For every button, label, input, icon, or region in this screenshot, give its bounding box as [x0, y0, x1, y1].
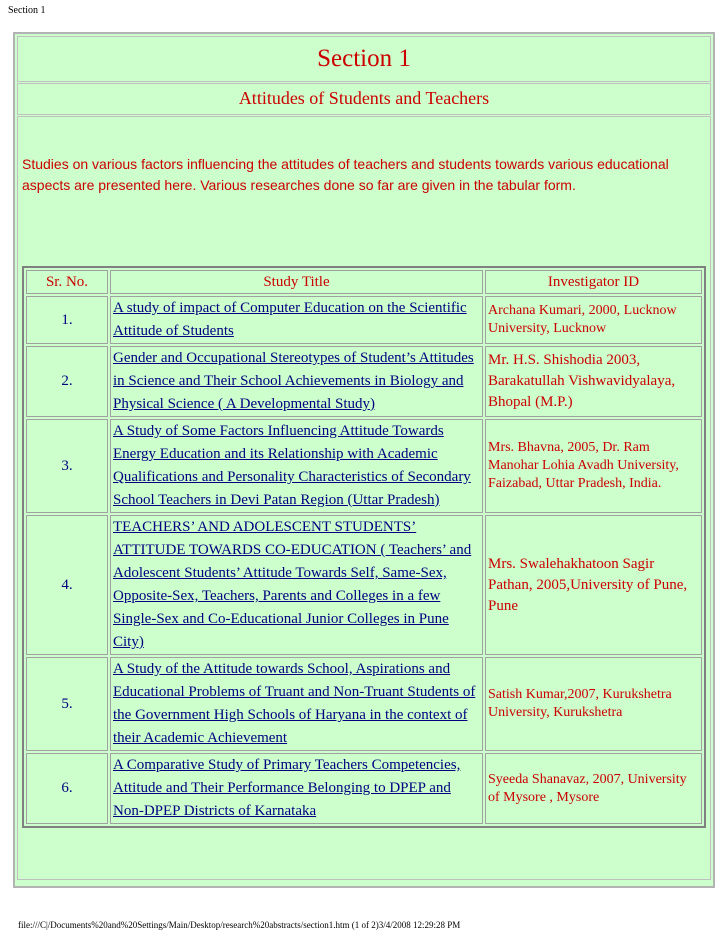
- investigator-cell: Syeeda Shanavaz, 2007, University of Mysore , Mysore: [485, 753, 702, 824]
- page-title: Section 1: [17, 36, 711, 82]
- investigator-cell: Satish Kumar,2007, Kurukshetra University, Kurukshetra: [485, 657, 702, 751]
- study-title-cell: [110, 753, 483, 824]
- table-row: [26, 346, 702, 417]
- content-cell: [17, 116, 711, 880]
- row-number: 4.: [26, 515, 108, 655]
- investigator-cell: Mr. H.S. Shishodia 2003, Barakatullah Vishwavidyalaya, Bhopal (M.P.): [485, 346, 702, 417]
- study-title-link[interactable]: A Study of the Attitude towards School, Aspirations and Educational Problems of Truant and Non-Truant Students of the Government High Schools of Haryana in the context of their Academic Achievement: [113, 661, 476, 746]
- study-title-cell: [110, 515, 483, 655]
- investigator-cell: Archana Kumari, 2000, Lucknow University, Lucknow: [485, 296, 702, 344]
- row-number: 1.: [26, 296, 108, 344]
- study-title-link[interactable]: A Comparative Study of Primary Teachers Competencies, Attitude and Their Performance Belonging to DPEP and Non-DPEP Districts of Karnataka: [113, 757, 461, 819]
- study-title-cell: [110, 346, 483, 417]
- intro-paragraph: Studies on various factors influencing the attitudes of teachers and students towards various educational aspects are presented here. Various researches done so far are given in the tabular form.: [22, 156, 669, 193]
- studies-table: [22, 266, 706, 828]
- row-number: 5.: [26, 657, 108, 751]
- table-row: [26, 657, 702, 751]
- row-number: 2.: [26, 346, 108, 417]
- study-title-link[interactable]: Gender and Occupational Stereotypes of Student’s Attitudes in Science and Their School Achievements in Biology and Physical Science ( A Developmental Study): [113, 350, 474, 412]
- row-number: 3.: [26, 419, 108, 513]
- investigator-cell: Mrs. Swalehakhatoon Sagir Pathan, 2005,University of Pune, Pune: [485, 515, 702, 655]
- table-row: [26, 515, 702, 655]
- investigator-cell: Mrs. Bhavna, 2005, Dr. Ram Manohar Lohia Avadh University, Faizabad, Uttar Pradesh, India.: [485, 419, 702, 513]
- header-sr-no: Sr. No.: [26, 270, 108, 294]
- print-footer: file:///C|/Documents%20and%20Settings/Main/Desktop/research%20abstracts/section1.htm (1 of 2)3/4/2008 12:29:28 PM: [18, 920, 461, 930]
- page-subtitle: Attitudes of Students and Teachers: [17, 83, 711, 115]
- study-title-cell: [110, 657, 483, 751]
- study-title-link[interactable]: TEACHERS’ AND ADOLESCENT STUDENTS’ ATTITUDE TOWARDS CO-EDUCATION ( Teachers’ and Adolescent Students’ Attitude Towards Self, Same-Sex, Opposite-Sex, Teachers, Parents and Colleges in a few Single-Sex and Co-Educational Junior Colleges in Pune City): [113, 519, 472, 650]
- header-investigator-id: Investigator ID: [485, 270, 702, 294]
- table-header-row: [26, 270, 702, 294]
- study-title-cell: [110, 296, 483, 344]
- table-row: [26, 753, 702, 824]
- study-title-link[interactable]: A Study of Some Factors Influencing Attitude Towards Energy Education and its Relationship with Academic Qualifications and Personality Characteristics of Secondary School Teachers in Devi Patan Region (Uttar Pradesh): [113, 423, 471, 508]
- study-title-link[interactable]: A study of impact of Computer Education on the Scientific Attitude of Students: [113, 300, 467, 339]
- section-frame: [13, 32, 715, 888]
- print-header: Section 1: [8, 5, 46, 16]
- table-row: [26, 419, 702, 513]
- header-study-title: Study Title: [110, 270, 483, 294]
- row-number: 6.: [26, 753, 108, 824]
- study-title-cell: [110, 419, 483, 513]
- table-row: [26, 296, 702, 344]
